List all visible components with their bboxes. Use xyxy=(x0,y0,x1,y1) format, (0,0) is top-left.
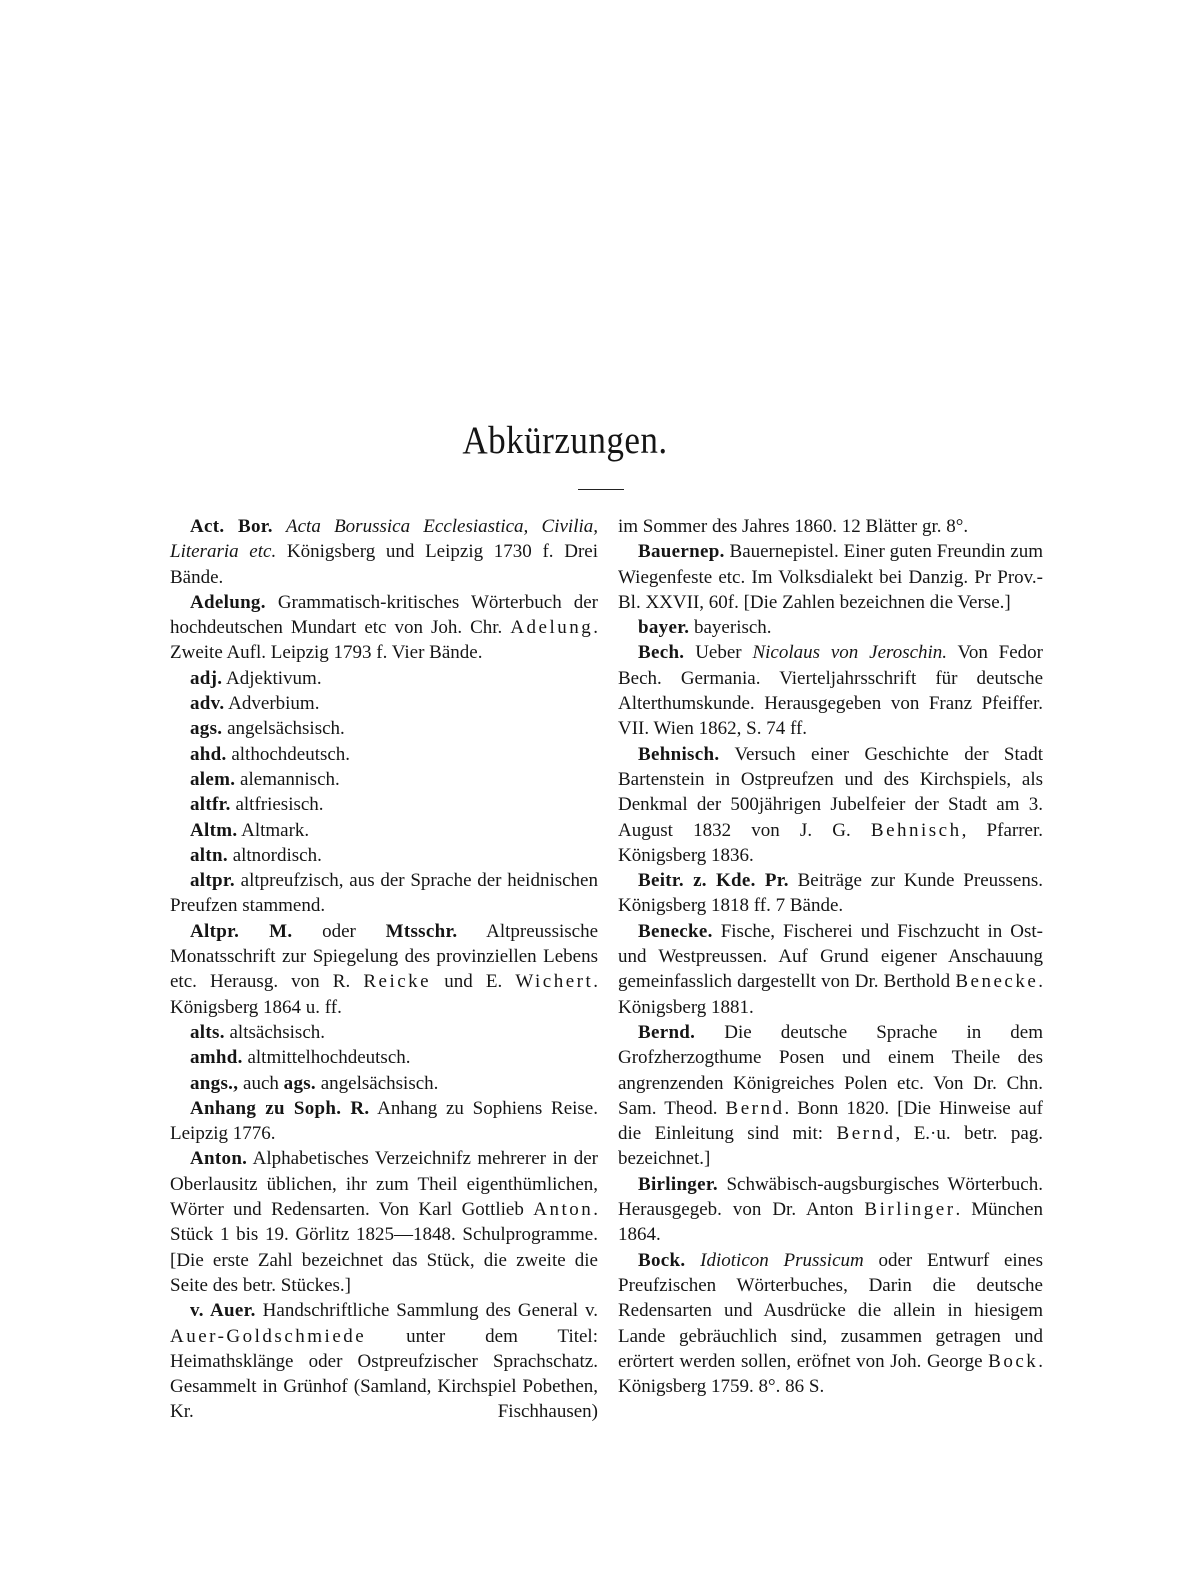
abbreviation-entry xyxy=(170,1146,598,1298)
abbreviation-entry xyxy=(170,919,598,1020)
entry-abbreviation: amhd. xyxy=(190,1047,243,1069)
page-title: Abkürzungen. xyxy=(462,419,668,462)
entry-abbreviation: Act. Bor. xyxy=(190,516,273,537)
abbreviation-entry xyxy=(618,1020,1043,1172)
entry-author-spaced: Adelung xyxy=(510,617,594,639)
entry-text: altfriesisch. xyxy=(230,794,324,816)
abbreviation-entry xyxy=(170,1020,598,1045)
abbreviation-entry xyxy=(170,792,598,817)
abbreviation-entry xyxy=(170,716,598,741)
entry-author-spaced: Reicke xyxy=(363,971,432,993)
entry-abbreviation: Altm. xyxy=(190,819,238,841)
entry-text: Grammatisch-kritisches Wörterbuch der hochdeutschen Mundart etc von Joh. Chr. xyxy=(170,591,598,639)
entry-text: altmittelhochdeutsch. xyxy=(242,1047,411,1069)
entry-author-spaced: Birlinger xyxy=(864,1199,956,1221)
entry-text: oder Entwurf eines Preufzischen Wörterbuches, Darin die deutsche Redensarten und Ausdrücke die allein in hiesigem Lande gebräuchlich sind, zusammen getragen und erörtert werden sollen, eröfnet von Joh. George xyxy=(618,1249,1043,1372)
entry-text: , E.·u. betr. pag. bezeichnet.] xyxy=(618,1123,1044,1170)
entry-abbreviation: Benecke. xyxy=(638,920,713,942)
entry-abbreviation: Anton. xyxy=(190,1148,248,1170)
entry-text: auch xyxy=(238,1072,284,1094)
abbreviation-entry xyxy=(618,640,1043,741)
entry-italic-title: Acta Borussica Ecclesiastica, Civilia, Literaria etc. xyxy=(170,516,598,563)
entry-author-spaced: Anton xyxy=(533,1199,594,1221)
entry-text: Schwäbisch-augsburgisches Wörterbuch. Herausgegeb. von Dr. Anton xyxy=(618,1173,1043,1221)
entry-text: oder xyxy=(292,920,386,942)
entry-text: Königsberg und Leipzig 1730 f. Drei Bände. xyxy=(170,541,598,588)
entry-author-spaced: Benecke xyxy=(955,971,1039,993)
abbreviation-entry xyxy=(170,691,598,716)
left-column xyxy=(170,514,598,1425)
entry-abbreviation: Beitr. z. Kde. Pr. xyxy=(638,870,789,892)
entry-text: Die deutsche Sprache in dem Grofzherzogthume Posen und einem Theile des angrenzenden Königreiches Polen etc. Von Dr. Chn. Sam. Theod. xyxy=(618,1021,1043,1119)
entry-text: Anhang zu Sophiens Reise. Leipzig 1776. xyxy=(170,1097,598,1145)
entry-text: . München 1864. xyxy=(618,1199,1043,1246)
entry-text: Ueber xyxy=(684,642,753,664)
continued-entry-text: im Sommer des Jahres 1860. 12 Blätter gr. 8°. xyxy=(618,516,969,537)
abbreviation-entry xyxy=(170,590,598,666)
entry-text: bayerisch. xyxy=(689,617,772,639)
entry-abbreviation: Altpr. M. xyxy=(190,920,293,942)
entry-author-spaced: Auer-Goldschmiede xyxy=(170,1325,367,1347)
entry-text: Adjektivum. xyxy=(222,667,322,689)
entry-author-spaced: Bernd xyxy=(836,1123,896,1145)
entry-text: Fische, Fischerei und Fischzucht in Ost- und Westpreussen. Auf Grund eigener Anschauung gemeinfasslich dargestellt von Dr. Berthold xyxy=(618,920,1043,993)
entry-text: Beiträge zur Kunde Preussens. Königsberg 1818 ff. 7 Bände. xyxy=(618,870,1043,917)
entry-abbreviation: Bauernep. xyxy=(638,541,725,563)
abbreviation-entry xyxy=(618,615,1043,640)
right-column xyxy=(618,514,1043,1399)
entry-text: Alphabetisches Verzeichnifz mehrerer in der Oberlausitz üblichen, ihr zum Theil eigenthümlichen, Wörter und Redensarten. Von Karl Gottlieb xyxy=(170,1148,598,1221)
entry-text: . Bonn 1820. [Die Hinweise auf die Einleitung sind mit: xyxy=(618,1097,1043,1145)
abbreviation-entry xyxy=(170,666,598,691)
entry-abbreviation: adv. xyxy=(190,693,225,715)
abbreviation-entry xyxy=(618,919,1043,1020)
entry-text: Von Fedor Bech. Germania. Vierteljahrsschrift für deutsche Alterthumskunde. Herausgegeben von Franz Pfeiffer. VII. Wien 1862, S. 74 ff. xyxy=(618,642,1044,740)
entry-abbreviation: alts. xyxy=(190,1021,225,1043)
entry-author-spaced: Behnisch xyxy=(870,819,962,841)
entry-author-spaced: Bernd xyxy=(725,1097,785,1119)
entry-text: angelsächsisch. xyxy=(222,718,345,740)
entry-text: Adverbium. xyxy=(224,693,320,715)
entry-abbreviation: bayer. xyxy=(638,617,690,639)
entry-author-spaced: Bock xyxy=(988,1350,1039,1372)
entry-abbreviation: Bech. xyxy=(638,642,685,664)
entry-abbreviation-alt: Mtsschr. xyxy=(385,920,458,942)
entry-abbreviation: angs., xyxy=(190,1072,239,1094)
entry-abbreviation: ags. xyxy=(190,718,223,740)
entry-abbreviation: Adelung. xyxy=(190,591,266,613)
entry-abbreviation: Birlinger. xyxy=(638,1173,718,1195)
abbreviation-entry xyxy=(170,1096,598,1147)
entry-text: . Königsberg 1759. 8°. 86 S. xyxy=(618,1350,1043,1398)
abbreviation-entry xyxy=(170,767,598,792)
entry-abbreviation: adj. xyxy=(190,667,223,689)
entry-abbreviation-alt: ags. xyxy=(283,1072,316,1094)
entry-italic-title: Idioticon Prussicum xyxy=(700,1249,864,1271)
abbreviation-entry xyxy=(170,742,598,767)
abbreviation-entry xyxy=(618,868,1043,919)
abbreviation-entry xyxy=(170,1045,598,1070)
entry-text: unter dem Titel: Heimathsklänge oder Ostpreufzischer Sprachschatz. Gesammelt in Grünhof (Samland, Kirchspiel Pobethen, Kr. Fischhausen) xyxy=(170,1325,598,1423)
entry-text: altnordisch. xyxy=(227,844,322,866)
entry-italic-title: Nicolaus von Jeroschin. xyxy=(752,642,948,664)
entry-abbreviation: ahd. xyxy=(190,743,227,765)
entry-abbreviation: Bock. xyxy=(638,1249,686,1271)
entry-text: althochdeutsch. xyxy=(226,743,351,765)
abbreviation-entry xyxy=(170,818,598,843)
entry-abbreviation: altfr. xyxy=(190,794,231,816)
entry-text: Handschriftliche Sammlung des General v. xyxy=(255,1300,598,1322)
title-divider xyxy=(578,489,624,490)
entry-author-spaced: Wichert xyxy=(515,971,594,993)
entry-text: . Stück 1 bis 19. Görlitz 1825—1848. Schulprogramme. [Die erste Zahl bezeichnet das Stück, die zweite die Seite des betr. Stückes.] xyxy=(170,1199,598,1296)
entry-text: Altpreussische Monatsschrift zur Spiegelung des provinziellen Lebens etc. Herausg. von R. xyxy=(170,920,599,993)
entry-abbreviation: alem. xyxy=(190,768,236,790)
abbreviation-entry xyxy=(170,514,598,590)
abbreviation-entry xyxy=(170,1298,598,1424)
entry-text: alemannisch. xyxy=(235,768,340,790)
entry-text: . Zweite Aufl. Leipzig 1793 f. Vier Bände. xyxy=(170,617,598,664)
abbreviation-entry xyxy=(170,868,598,919)
abbreviation-entry xyxy=(170,1071,598,1096)
abbreviation-entry xyxy=(618,539,1043,615)
entry-text xyxy=(685,1250,700,1271)
entry-abbreviation: Behnisch. xyxy=(638,743,720,765)
entry-abbreviation: Bernd. xyxy=(638,1021,696,1043)
entry-abbreviation: Anhang zu Soph. R. xyxy=(190,1097,370,1119)
entry-text: Altmark. xyxy=(237,819,310,841)
abbreviation-entry xyxy=(618,742,1043,868)
entry-text: angelsächsisch. xyxy=(316,1072,439,1094)
entry-text: . Königsberg 1881. xyxy=(618,971,1043,1018)
entry-abbreviation: v. Auer. xyxy=(190,1300,256,1322)
entry-text: Bauernepistel. Einer guten Freundin zum Wiegenfeste etc. Im Volksdialekt bei Danzig. Pr Prov.-Bl. XXVII, 60f. [Die Zahlen bezeichnen die Verse.] xyxy=(618,541,1043,613)
entry-text: . Königsberg 1864 u. ff. xyxy=(170,971,598,1018)
abbreviation-entry xyxy=(618,1248,1043,1400)
entry-text: altpreufzisch, aus der Sprache der heidnischen Preufzen stammend. xyxy=(170,870,598,917)
entry-text: altsächsisch. xyxy=(224,1021,326,1043)
entry-text xyxy=(273,516,286,537)
entry-text: Versuch einer Geschichte der Stadt Bartenstein in Ostpreufzen und des Kirchspiels, als Denkmal der 500jährigen Jubelfeier der Stadt am 3. August 1832 von J. G. xyxy=(618,743,1043,841)
abbreviation-entry xyxy=(170,843,598,868)
entry-text: , Pfarrer. Königsberg 1836. xyxy=(618,819,1043,866)
entry-abbreviation: altpr. xyxy=(190,870,235,892)
abbreviation-entry xyxy=(618,1172,1043,1248)
entry-abbreviation: altn. xyxy=(190,844,228,866)
entry-text: und E. xyxy=(431,971,516,993)
